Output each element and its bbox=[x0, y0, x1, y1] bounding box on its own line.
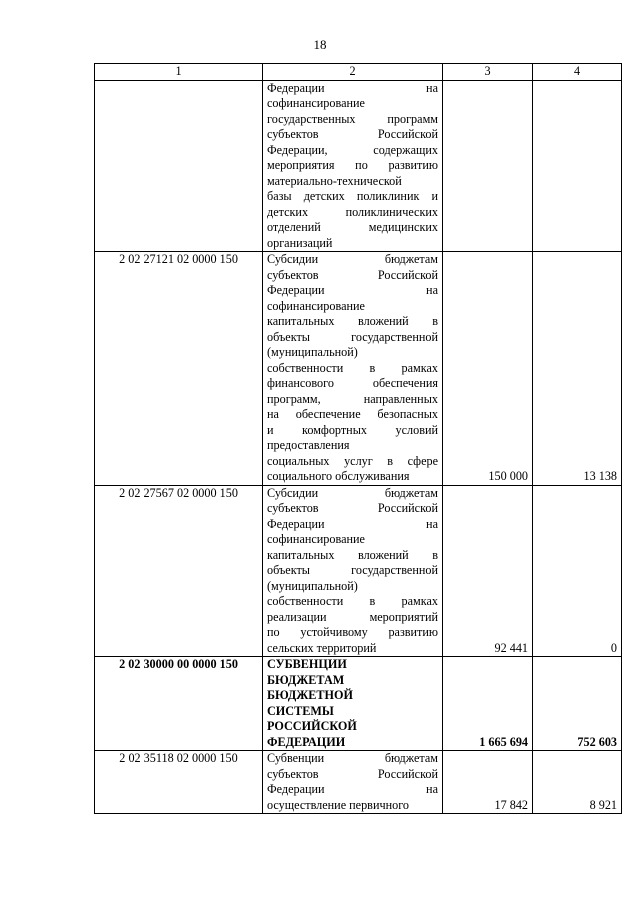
table-row bbox=[95, 252, 622, 486]
income-name-line: Федерации на bbox=[267, 782, 438, 796]
header-col-1: 1 bbox=[95, 64, 263, 81]
budget-table bbox=[94, 63, 622, 814]
income-name-line: осуществление первичного bbox=[267, 797, 409, 812]
income-name-line: Федерации, содержащих bbox=[267, 142, 438, 157]
income-name-cell bbox=[263, 252, 443, 486]
table-row bbox=[95, 657, 622, 751]
budget-code-cell: 2 02 35118 02 0000 150 bbox=[95, 751, 263, 814]
amount-col-4-cell: 8 921 bbox=[533, 751, 622, 814]
income-name-line: капитальных вложений в bbox=[267, 314, 438, 328]
income-name-line: БЮДЖЕТНОЙ bbox=[267, 688, 353, 702]
amount-col-3-cell: 92 441 bbox=[443, 485, 533, 657]
income-name-line: Субвенции бюджетам bbox=[267, 751, 438, 765]
page-number: 18 bbox=[313, 37, 327, 52]
income-name-line: софинансирование bbox=[267, 532, 365, 546]
income-name-line: на обеспечение безопасных bbox=[267, 407, 438, 421]
income-name-line: собственности в рамках bbox=[267, 594, 438, 608]
income-name-line: социальных услуг в сфере bbox=[267, 453, 438, 468]
income-name-line: Субсидии бюджетам bbox=[267, 485, 438, 500]
income-name-line: субъектов Российской bbox=[267, 267, 438, 282]
income-name-line: СИСТЕМЫ bbox=[267, 703, 334, 718]
amount-col-3-cell bbox=[443, 80, 533, 252]
income-name-line: (муниципальной) bbox=[267, 578, 358, 593]
income-name-line: предоставления bbox=[267, 438, 350, 452]
table-row bbox=[95, 485, 622, 657]
income-name-line: государственных программ bbox=[267, 111, 438, 126]
header-col-3: 3 bbox=[443, 64, 533, 81]
income-name-line: РОССИЙСКОЙ bbox=[267, 719, 357, 733]
income-name-cell bbox=[263, 80, 443, 252]
income-name-line: Федерации на bbox=[267, 80, 438, 95]
income-name-line: и комфортных условий bbox=[267, 422, 438, 437]
amount-col-3-cell: 150 000 bbox=[443, 252, 533, 486]
income-name-line: социального обслуживания bbox=[267, 469, 410, 483]
income-name-line: ФЕДЕРАЦИИ bbox=[267, 734, 346, 749]
income-name-line: организаций bbox=[267, 235, 333, 250]
amount-col-4-cell bbox=[533, 80, 622, 252]
income-name-line: Субсидии бюджетам bbox=[267, 252, 438, 266]
income-name-line: финансового обеспечения bbox=[267, 376, 438, 390]
table-row bbox=[95, 751, 622, 814]
income-name-line: софинансирование bbox=[267, 96, 365, 110]
header-col-2: 2 bbox=[263, 64, 443, 81]
income-name-line: БЮДЖЕТАМ bbox=[267, 672, 345, 687]
amount-col-3-cell: 1 665 694 bbox=[443, 657, 533, 751]
income-name-cell bbox=[263, 751, 443, 814]
header-col-4: 4 bbox=[533, 64, 622, 81]
income-name-line: детских поликлинических bbox=[267, 204, 438, 219]
income-name-line: софинансирование bbox=[267, 298, 365, 313]
income-name-line: (муниципальной) bbox=[267, 345, 358, 359]
income-name-line: материально-технической bbox=[267, 173, 402, 188]
budget-code-cell: 2 02 27121 02 0000 150 bbox=[95, 252, 263, 486]
income-name-line: объекты государственной bbox=[267, 563, 438, 577]
income-name-line: СУБВЕНЦИИ bbox=[267, 657, 347, 671]
income-name-line: базы детских поликлиник и bbox=[267, 189, 438, 203]
amount-col-4-cell: 752 603 bbox=[533, 657, 622, 751]
income-name-line: мероприятия по развитию bbox=[267, 158, 438, 172]
table-row bbox=[95, 80, 622, 252]
amount-col-4-cell: 13 138 bbox=[533, 252, 622, 486]
table-header-row bbox=[95, 64, 622, 81]
amount-col-4-cell: 0 bbox=[533, 485, 622, 657]
income-name-line: субъектов Российской bbox=[267, 501, 438, 515]
income-name-line: Федерации на bbox=[267, 516, 438, 531]
income-name-line: реализации мероприятий bbox=[267, 609, 438, 624]
income-name-line: программ, направленных bbox=[267, 391, 438, 406]
income-name-cell bbox=[263, 657, 443, 751]
income-name-line: объекты государственной bbox=[267, 329, 438, 344]
income-name-line: Федерации на bbox=[267, 283, 438, 297]
budget-code-cell: 2 02 27567 02 0000 150 bbox=[95, 485, 263, 657]
budget-code-cell: 2 02 30000 00 0000 150 bbox=[95, 657, 263, 751]
income-name-cell bbox=[263, 485, 443, 657]
income-name-line: субъектов Российской bbox=[267, 766, 438, 781]
income-name-line: сельских территорий bbox=[267, 640, 377, 655]
budget-code-cell bbox=[95, 80, 263, 252]
income-name-line: собственности в рамках bbox=[267, 360, 438, 375]
income-name-line: капитальных вложений в bbox=[267, 547, 438, 562]
income-name-line: субъектов Российской bbox=[267, 127, 438, 141]
income-name-line: по устойчивому развитию bbox=[267, 625, 438, 639]
income-name-line: отделений медицинских bbox=[267, 220, 438, 234]
amount-col-3-cell: 17 842 bbox=[443, 751, 533, 814]
